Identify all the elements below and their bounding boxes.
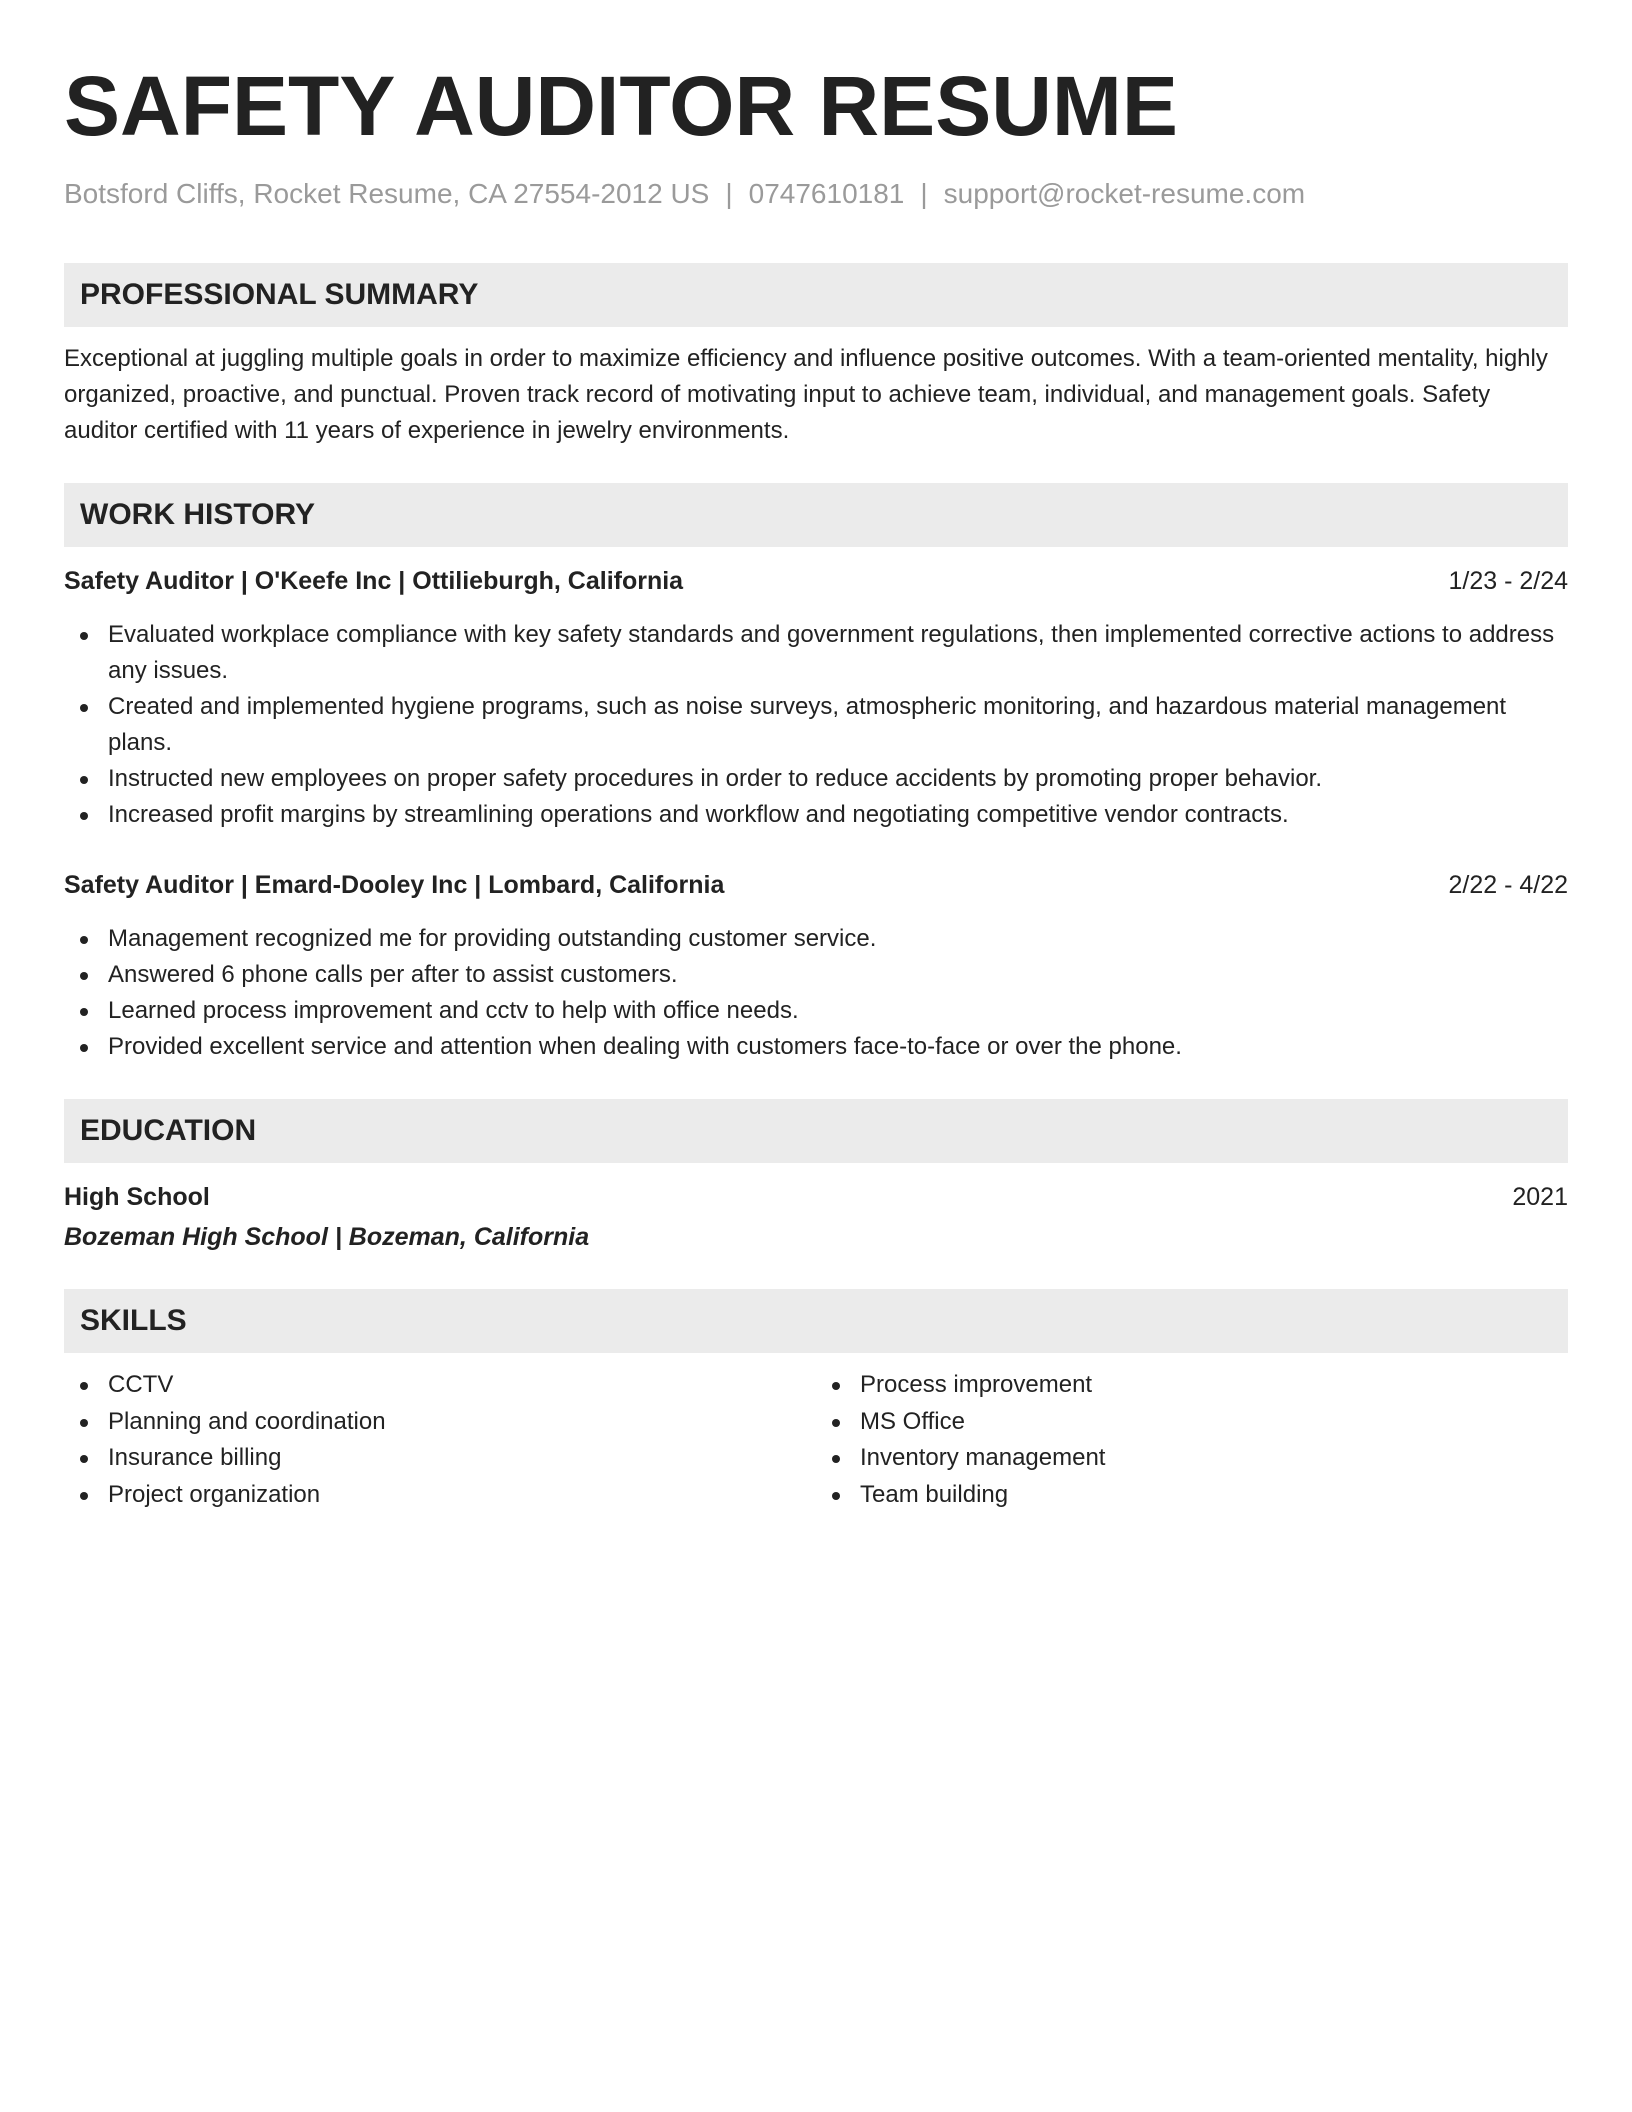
job-dates: 1/23 - 2/24 [1448,567,1568,595]
skill-item [860,1367,1568,1404]
bullet-dot-icon [80,936,88,944]
contact-address: Botsford Cliffs, Rocket Resume, CA 27554-2012 US [64,178,710,209]
bullet-text: Learned process improvement and cctv to help with office needs. [108,997,799,1024]
bullet-dot-icon [80,1044,88,1052]
skill-text: Process improvement [860,1371,1093,1398]
skill-text: Team building [860,1480,1009,1508]
bullet-item [108,761,1568,797]
bullet-text: Provided excellent service and attention when dealing with customers face-to-face or over the phone. [108,1033,1182,1060]
bullet-dot-icon [80,776,88,784]
resume-title: SAFETY AUDITOR RESUME [64,59,1178,153]
skill-item [108,1404,816,1441]
skill-item [860,1404,1568,1441]
job-bullets [64,617,1568,833]
education-header [64,1179,1568,1215]
bullet-dot-icon [832,1419,840,1427]
education-school: Bozeman High School | Bozeman, California [64,1223,590,1251]
contact-email: support@rocket-resume.com [943,178,1306,209]
bullet-dot-icon [80,632,88,640]
job-entry [64,867,1568,1065]
bullet-dot-icon [80,972,88,980]
contact-separator: | [920,178,928,209]
skill-text: MS Office [860,1407,965,1435]
education-degree: High School [64,1183,210,1211]
skill-text: Project organization [108,1480,321,1508]
bullet-item [108,993,1568,1029]
skill-item [860,1440,1568,1477]
job-dates: 2/22 - 4/22 [1448,871,1568,899]
skill-text: Planning and coordination [108,1407,386,1435]
skills-column-right [816,1367,1568,1513]
contact-phone: 0747610181 [748,178,905,209]
bullet-dot-icon [80,1008,88,1016]
job-header [64,563,1568,599]
skill-text: Insurance billing [108,1444,282,1471]
bullet-dot-icon [832,1382,840,1390]
job-entry [64,563,1568,833]
job-title: Safety Auditor | Emard-Dooley Inc | Lombard, California [64,871,725,899]
bullet-text: Answered 6 phone calls per after to assist customers. [108,961,678,988]
skill-text: CCTV [108,1371,174,1398]
bullet-dot-icon [80,1419,88,1427]
contact-line [64,176,1568,212]
bullet-item [108,689,1568,761]
contact-separator: | [725,178,733,209]
skills-column-left [64,1367,816,1513]
bullet-text: Instructed new employees on proper safety procedures in order to reduce accidents by promoting proper behavior. [108,765,1323,792]
bullet-dot-icon [80,1492,88,1500]
job-title: Safety Auditor | O'Keefe Inc | Ottilieburgh, California [64,567,684,595]
resume-page [64,0,1568,1513]
skill-item [108,1440,816,1477]
skills-list [64,1367,1568,1513]
skill-item [860,1477,1568,1514]
bullet-item [108,1029,1568,1065]
section-header-education: EDUCATION [64,1099,1568,1163]
bullet-dot-icon [832,1492,840,1500]
skill-item [108,1367,816,1404]
bullet-text: Increased profit margins by streamlining operations and workflow and negotiating competitive vendor contracts. [108,801,1289,828]
bullet-text: Created and implemented hygiene programs, such as noise surveys, atmospheric monitoring, and hazardous material management plans. [108,693,1507,756]
bullet-dot-icon [80,1382,88,1390]
section-header-skills: SKILLS [64,1289,1568,1353]
bullet-dot-icon [80,1455,88,1463]
bullet-dot-icon [80,704,88,712]
section-header-work-history: WORK HISTORY [64,483,1568,547]
bullet-dot-icon [80,812,88,820]
bullet-text: Management recognized me for providing outstanding customer service. [108,925,877,952]
education-year: 2021 [1512,1183,1568,1211]
job-header [64,867,1568,903]
skill-item [108,1477,816,1514]
section-header-summary: PROFESSIONAL SUMMARY [64,263,1568,327]
bullet-dot-icon [832,1455,840,1463]
bullet-item [108,957,1568,993]
bullet-item [108,921,1568,957]
bullet-text: Evaluated workplace compliance with key safety standards and government regulations, then implemented corrective actions to address any issues. [108,621,1555,684]
job-bullets [64,921,1568,1065]
bullet-item [108,797,1568,833]
summary-text: Exceptional at juggling multiple goals in order to maximize efficiency and influence positive outcomes. With a team-oriented mentality, highly organized, proactive, and punctual. Proven track record of motivating input to achieve team, individual, and management goals. Safety auditor certified with 11 years of experience in jewelry environments. [64,345,1548,444]
bullet-item [108,617,1568,689]
skill-text: Inventory management [860,1444,1106,1471]
